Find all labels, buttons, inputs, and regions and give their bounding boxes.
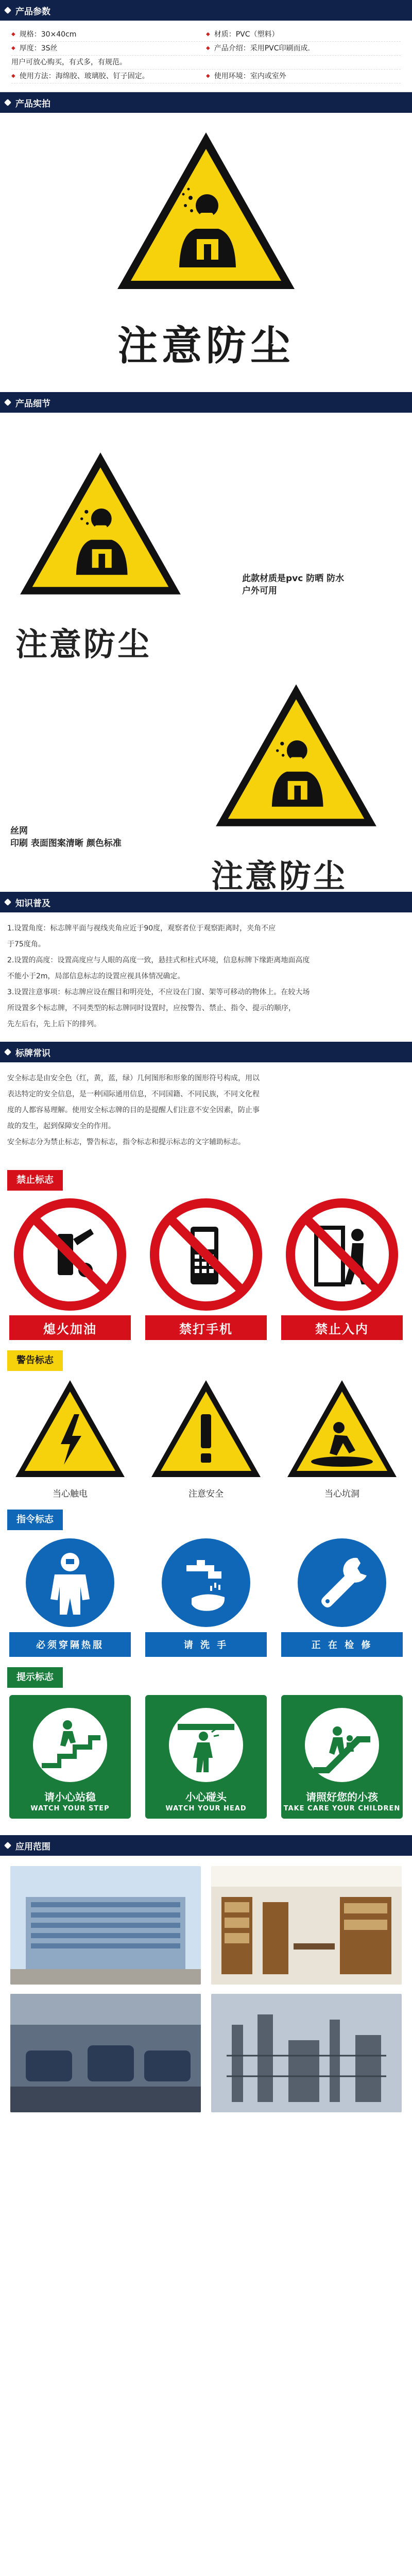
sign-label-en: TAKE CARE YOUR CHILDREN bbox=[283, 1805, 401, 1812]
no-entry-sign-icon bbox=[285, 1198, 399, 1311]
section-title: 产品细节 bbox=[15, 398, 50, 409]
diamond-icon bbox=[4, 899, 11, 906]
sign-label-en: WATCH YOUR STEP bbox=[30, 1805, 110, 1812]
sign-caption: 注意防尘 bbox=[15, 625, 152, 663]
section-title: 标牌常识 bbox=[15, 1048, 50, 1059]
bullet-icon: ◆ bbox=[11, 31, 15, 37]
section-title: 产品实拍 bbox=[15, 98, 50, 109]
dust-warning-sign-icon bbox=[113, 128, 299, 293]
product-photo bbox=[0, 113, 412, 392]
electric-shock-warning-icon bbox=[13, 1378, 127, 1479]
no-phone-sign-icon bbox=[149, 1198, 263, 1311]
wrench-icon bbox=[297, 1537, 387, 1628]
dust-warning-sign-icon bbox=[211, 681, 381, 830]
sign-card bbox=[145, 1695, 267, 1819]
custom-note: 用户可放心购买，有式多，有规范。 bbox=[11, 58, 127, 66]
sign-label: 熄火加油 bbox=[9, 1315, 131, 1340]
category-warning: 警告标志 bbox=[7, 1350, 63, 1371]
sign-label-en: WATCH YOUR HEAD bbox=[165, 1805, 247, 1812]
notes-text: 1.设置角度：标志牌平面与视线夹角应近于90度，观察者位于观察距离时，夹角不应 于75度角。 2.设置的高度：设置高度应与人眼的高度一致，悬挂式和柱式环境，信息标牌下缘距离地面高度 不能小于2m，局部信息标志的设置应视具体情况确定。 3.设置注意事项：标志牌应设在醒目和明亮处，不应设在门窗、架等可移动的物体上。在较大场 所设置多个标志牌，不同类型的标志牌同时设置时，应按警告、禁止、指令、提示的顺序， 先左后右，先上后下的排列。 bbox=[7, 924, 310, 1028]
sign-label: 正 在 检 修 bbox=[281, 1632, 403, 1657]
application-gallery bbox=[0, 1856, 412, 2112]
diamond-icon bbox=[4, 99, 11, 106]
watch-head-icon bbox=[167, 1706, 245, 1784]
sign-label: 禁止入内 bbox=[281, 1315, 403, 1340]
escalator-child-icon bbox=[303, 1706, 381, 1784]
watch-step-icon bbox=[31, 1706, 109, 1784]
diamond-icon bbox=[4, 1842, 11, 1849]
details-panel bbox=[0, 413, 412, 895]
thickness-text: 厚度：3S丝 bbox=[19, 44, 58, 53]
detail-note-print: 丝网 印刷 表面图案清晰 颜色标准 bbox=[10, 826, 122, 849]
bullet-icon: ◆ bbox=[11, 45, 15, 51]
bullet-icon: ◆ bbox=[206, 31, 210, 37]
sign-label: 当心坑洞 bbox=[324, 1489, 359, 1499]
prohibit-signs bbox=[0, 1191, 412, 1340]
sign-caption: 注意防尘 bbox=[211, 857, 348, 895]
sign-card bbox=[281, 1537, 403, 1657]
wash-hands-icon bbox=[161, 1537, 251, 1628]
sign-card bbox=[9, 1537, 131, 1657]
params-row bbox=[11, 28, 401, 42]
sign-label: 小心碰头 bbox=[185, 1791, 227, 1803]
chemical-plant-photo bbox=[211, 1994, 402, 2112]
sign-label: 请 洗 手 bbox=[145, 1632, 267, 1657]
no-refuel-sign-icon bbox=[13, 1198, 127, 1311]
category-mandatory: 指令标志 bbox=[7, 1510, 63, 1530]
office-building-photo bbox=[10, 1866, 201, 1985]
spec-text: 规格：30×40cm bbox=[19, 30, 77, 39]
bullet-icon: ◆ bbox=[11, 73, 15, 79]
diamond-icon bbox=[4, 1048, 11, 1056]
diamond-icon bbox=[4, 7, 11, 14]
params-table bbox=[0, 21, 412, 92]
sign-card bbox=[9, 1198, 131, 1340]
usage-text: 使用方法：海绵胶、玻璃胶、钉子固定。 bbox=[19, 72, 149, 80]
protective-suit-icon bbox=[25, 1537, 115, 1628]
dust-warning-sign-icon bbox=[15, 449, 185, 598]
section-header-apps bbox=[0, 1835, 412, 1856]
sign-label: 禁打手机 bbox=[145, 1315, 267, 1340]
detail-note-material: 此款材质是pvc 防晒 防水 户外可用 bbox=[242, 573, 345, 596]
intro-text: 产品介绍：采用PVC印刷而成. bbox=[214, 44, 310, 53]
mandatory-signs bbox=[0, 1530, 412, 1657]
sign-card bbox=[145, 1537, 267, 1657]
category-prohibit: 禁止标志 bbox=[7, 1170, 63, 1191]
library-photo bbox=[211, 1866, 402, 1985]
section-header-params bbox=[0, 0, 412, 21]
section-header-notes bbox=[0, 892, 412, 912]
sign-card bbox=[281, 1198, 403, 1340]
bullet-icon: ◆ bbox=[206, 73, 210, 79]
section-title: 产品参数 bbox=[15, 6, 50, 17]
env-text: 使用环境：室内或室外 bbox=[214, 72, 286, 80]
sign-label: 注意安全 bbox=[188, 1489, 224, 1499]
knowledge-text: 安全标志是由安全色（红，黄，蓝，绿）几何图形和形象的图形符号构成，用以 表达特定的安全信息，是一种国际通用信息，不同国籍、不同民族，不同文化程 度的人都容易理解。使用安全标志牌的目的是提醒人们注意不安全因素，防止事 故的发生，起到保障安全的作用。 安全标志分为禁止标志，警告标志，指令标志和提示标志的文字辅助标志。 bbox=[7, 1074, 260, 1146]
section-header-details bbox=[0, 392, 412, 413]
warning-signs bbox=[0, 1371, 412, 1499]
sign-card bbox=[9, 1695, 131, 1819]
bullet-icon: ◆ bbox=[206, 45, 210, 51]
sign-card bbox=[9, 1378, 131, 1499]
pit-warning-icon bbox=[285, 1378, 399, 1479]
sign-label: 必须穿隔热服 bbox=[9, 1632, 131, 1657]
caution-warning-icon bbox=[149, 1378, 263, 1479]
section-title: 应用范围 bbox=[15, 1841, 50, 1852]
section-header-photo bbox=[0, 92, 412, 113]
diamond-icon bbox=[4, 399, 11, 406]
section-header-knowledge bbox=[0, 1042, 412, 1062]
params-row bbox=[11, 70, 401, 83]
section-title: 知识普及 bbox=[15, 898, 50, 909]
sign-label: 请照好您的小孩 bbox=[306, 1791, 378, 1803]
params-row bbox=[11, 56, 401, 70]
sign-card bbox=[281, 1378, 403, 1499]
sign-card bbox=[145, 1198, 267, 1340]
sign-card bbox=[145, 1378, 267, 1499]
info-signs bbox=[0, 1688, 412, 1819]
sign-card bbox=[281, 1695, 403, 1819]
sign-label: 当心触电 bbox=[53, 1489, 88, 1499]
params-row bbox=[11, 42, 401, 56]
factory-workshop-photo bbox=[10, 1994, 201, 2112]
sign-label: 请小心站稳 bbox=[44, 1791, 96, 1803]
category-info: 提示标志 bbox=[7, 1667, 63, 1688]
sign-caption: 注意防尘 bbox=[117, 323, 295, 369]
material-text: 材质：PVC（塑料） bbox=[214, 30, 279, 39]
